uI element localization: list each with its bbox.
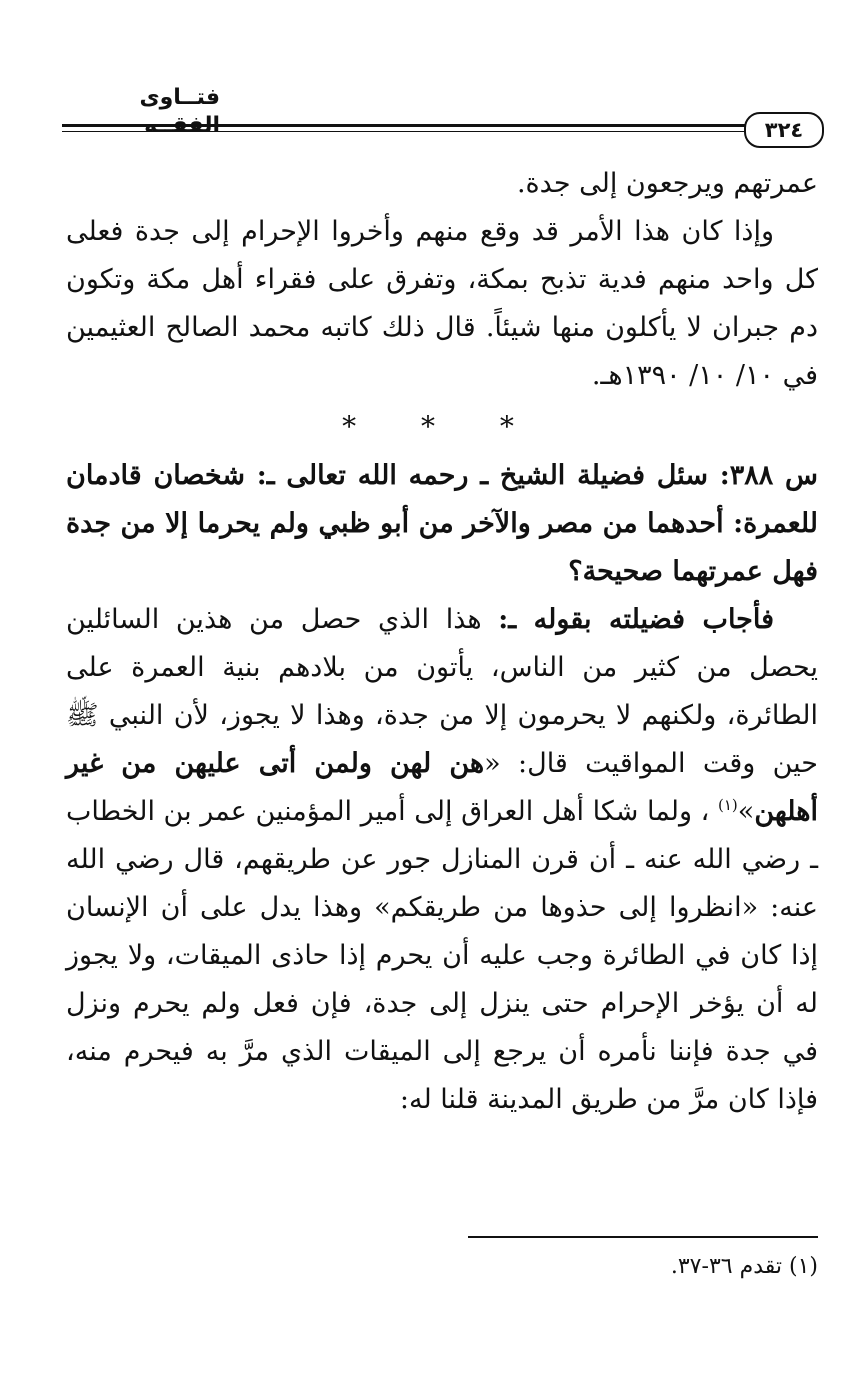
answer-text-2: » bbox=[737, 796, 755, 827]
answer-text-1: هذا الذي حصل من هذين السائلين يحصل من كثير من الناس، يأتون من بلادهم بنية العمرة على الطائرة، ولكنهم لا يحرمون إلا من جدة، وهذا لا يجوز، لأن النبي ﷺ حين وقت المواقيت قال: « bbox=[66, 604, 818, 779]
page-number: ٣٢٤ bbox=[744, 112, 824, 148]
paragraph-ruling: وإذا كان هذا الأمر قد وقع منهم وأخروا الإحرام إلى جدة فعلى كل واحد منهم فدية تذبح بمكة، وتفرق على فقراء أهل مكة وتكون دم جبران لا يأكلون منها شيئاً. قال ذلك كاتبه محمد الصالح العثيمين في ١٠/ ١٠/ ١٣٩٠هـ. bbox=[66, 216, 818, 391]
hadith-quote: هن لهن ولمن أتى عليهن من غير أهلهن bbox=[66, 748, 818, 827]
running-title: فتــاوى الفقــه bbox=[139, 85, 220, 138]
answer-lead: فأجاب فضيلته بقوله ـ: bbox=[498, 604, 774, 635]
main-text bbox=[66, 160, 818, 1124]
footnote-rule bbox=[468, 1236, 818, 1238]
header-rule bbox=[62, 124, 746, 127]
header-rule-thin bbox=[62, 131, 746, 132]
footnote: (١) تقدم ٣٦-٣٧. bbox=[670, 1254, 818, 1279]
footnote-marker: (١) bbox=[718, 796, 738, 814]
answer-paragraph bbox=[66, 596, 818, 1124]
section-separator: * * * bbox=[342, 410, 542, 443]
question-388: س ٣٨٨: سئل فضيلة الشيخ ـ رحمه الله تعالى ـ: شخصان قادمان للعمرة: أحدهما من مصر والآخر من أبو ظبي ولم يحرما إلا من جدة فهل عمرتهما صحيحة؟ bbox=[66, 460, 818, 587]
answer-text-3: ، ولما شكا أهل العراق إلى أمير المؤمنين عمر بن الخطاب ـ رضي الله عنه ـ أن قرن المنازل جور عن طريقهم، قال رضي الله عنه: «انظروا إلى حذوها من طريقكم» وهذا يدل على أن الإنسان إذا كان في الطائرة وجب عليه أن يحرم إذا حاذى الميقات، ولا يجوز له أن يؤخر الإحرام حتى ينزل إلى جدة، فإن فعل ولم يحرم ونزل في جدة فإننا نأمره أن يرجع إلى الميقات الذي مرَّ به فيحرم منه، فإذا كان مرَّ من طريق المدينة قلنا له: bbox=[66, 796, 818, 1115]
paragraph-continuation: عمرتهم ويرجعون إلى جدة. bbox=[516, 168, 818, 199]
